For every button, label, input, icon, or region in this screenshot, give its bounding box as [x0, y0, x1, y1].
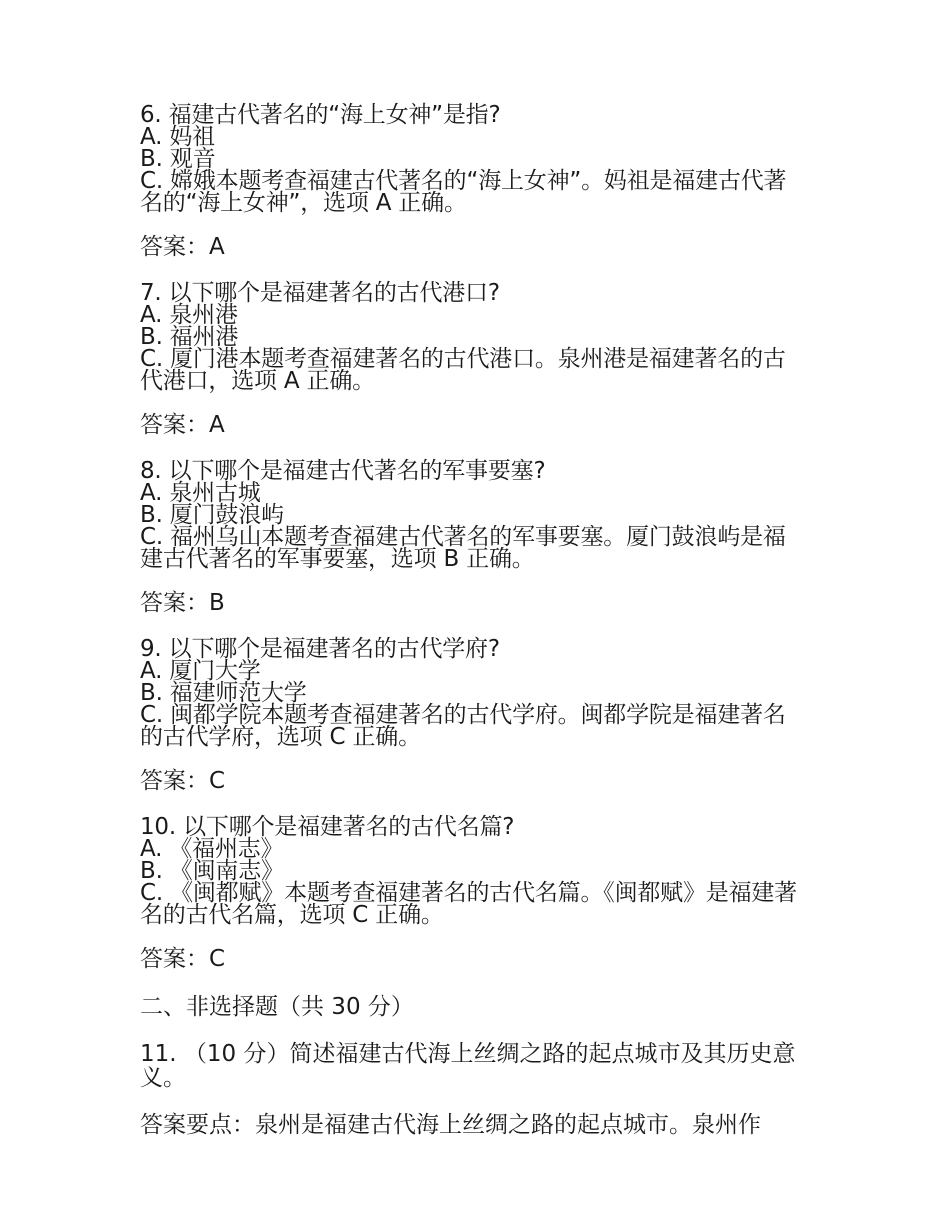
essay-question: 11. （10 分）简述福建古代海上丝绸之路的起点城市及其历史意义。 — [140, 1041, 796, 1091]
option-b: B. 福建师范大学 — [140, 680, 307, 706]
essay-answer-start: 答案要点：泉州是福建古代海上丝绸之路的起点城市。泉州作 — [140, 1112, 761, 1138]
option-b: B. 《闽南志》 — [140, 858, 284, 884]
question-10 — [140, 816, 820, 972]
option-c-explanation: C. 闽都学院本题考查福建著名的古代学府。闽都学院是福建著名的古代学府，选项 C 正确。 — [140, 702, 786, 750]
option-c-explanation: C. 厦门港本题考查福建著名的古代港口。泉州港是福建著名的古代港口，选项 A 正确。 — [140, 346, 786, 394]
question-8 — [140, 460, 820, 616]
question-9 — [140, 638, 820, 794]
option-a: A. 泉州古城 — [140, 480, 261, 506]
section-title: 二、非选择题（共 30 分） — [140, 994, 414, 1020]
question-text: 10. 以下哪个是福建著名的古代名篇? — [140, 814, 515, 840]
question-text: 8. 以下哪个是福建古代著名的军事要塞? — [140, 458, 546, 484]
option-c-explanation: C. 嫦娥本题考查福建古代著名的“海上女神”。妈祖是福建古代著名的“海上女神”，选项 A 正确。 — [140, 168, 787, 216]
answer-text: 答案：A — [140, 234, 225, 260]
answer-text: 答案：C — [140, 768, 226, 794]
answer-text: 答案：B — [140, 590, 225, 616]
option-a: A. 《福州志》 — [140, 836, 284, 862]
document-page — [140, 104, 820, 1138]
answer-text: 答案：C — [140, 946, 226, 972]
option-a: A. 厦门大学 — [140, 658, 261, 684]
option-b: B. 观音 — [140, 146, 216, 172]
option-b: B. 福州港 — [140, 324, 239, 350]
option-c-explanation: C. 福州乌山本题考查福建古代著名的军事要塞。厦门鼓浪屿是福建古代著名的军事要塞，选项 B 正确。 — [140, 524, 786, 572]
option-a: A. 泉州港 — [140, 302, 238, 328]
question-6 — [140, 104, 820, 260]
option-c-explanation: C. 《闽都赋》本题考查福建著名的古代名篇。《闽都赋》是福建著名的古代名篇，选项 C 正确。 — [140, 880, 797, 928]
question-text: 7. 以下哪个是福建著名的古代港口? — [140, 280, 500, 306]
option-b: B. 厦门鼓浪屿 — [140, 502, 284, 528]
question-7 — [140, 282, 820, 438]
option-a: A. 妈祖 — [140, 124, 215, 150]
question-text: 9. 以下哪个是福建著名的古代学府? — [140, 636, 500, 662]
question-text: 6. 福建古代著名的“海上女神”是指? — [140, 102, 501, 128]
answer-text: 答案：A — [140, 412, 225, 438]
